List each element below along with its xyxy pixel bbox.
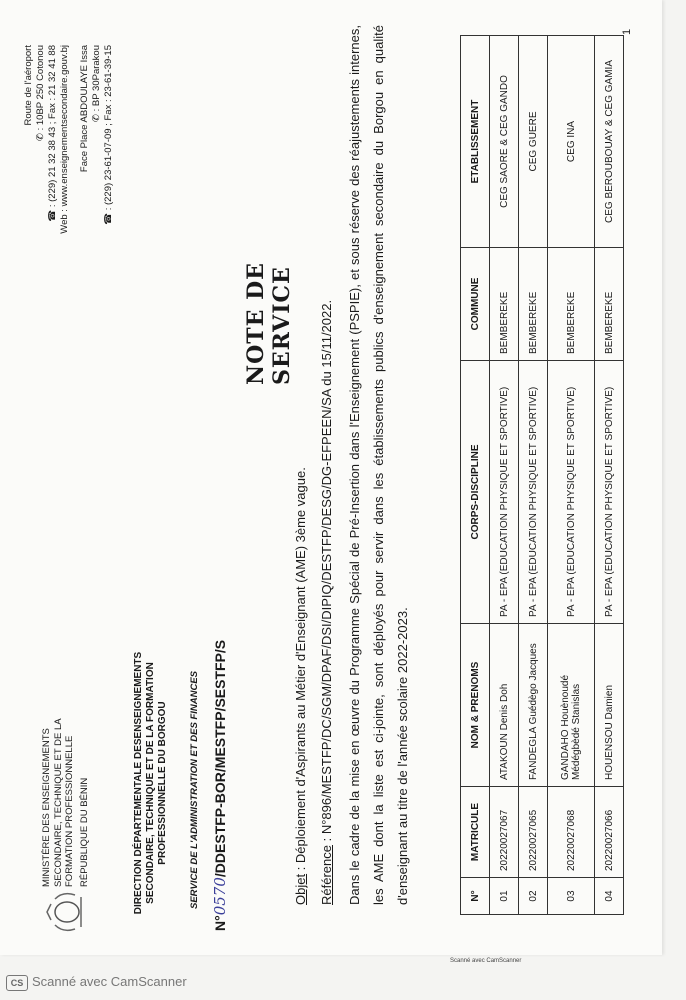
table-cell: 03 (548, 878, 595, 915)
page-number: 1 (621, 28, 633, 35)
table-cell: PA - EPA (EDUCATION PHYSIQUE ET SPORTIVE) (548, 361, 595, 624)
scanner-watermark-small: Scanné avec CamScanner (450, 958, 522, 964)
body-paragraph: Dans le cadre de la mise en œuvre du Programme Spécial de Pré-Insertion dans l'Enseignement (PSPIE), et sous réserve des réajustements internes, les AME dont la liste est ci-jointe, sont déployés pour servir dans les établissements publics d'enseignement secondaire du Borgou en qualité d'enseignant au titre de l'année scolaire 2022-2023. (347, 25, 410, 905)
table-cell: CEG INA (548, 36, 595, 248)
handwritten-number: 0570 (211, 877, 229, 916)
table-cell: ATAKOUN Denis Doh (490, 624, 519, 787)
number-prefix: N° (212, 915, 228, 931)
address-block (23, 45, 115, 345)
table-row (548, 36, 595, 915)
column-header: N° (461, 878, 490, 915)
table-row (490, 36, 519, 915)
coat-of-arms-icon (45, 889, 85, 935)
column-header: CORPS-DISCIPLINE (461, 361, 490, 624)
direction-line: DIRECTION DÉPARTEMENTALE DESENSEIGNEMENTS (133, 651, 144, 915)
ministry-line: FORMATION PROFESSIONNELLE (64, 735, 75, 887)
table-cell: BEMBEREKE (519, 248, 548, 361)
column-header: ETABLISSEMENT (461, 36, 490, 248)
column-header: NOM & PRENOMS (461, 624, 490, 787)
table-cell: HOUENSOU Damien (595, 624, 624, 787)
table-cell: BEMBEREKE (548, 248, 595, 361)
table-cell: PA - EPA (EDUCATION PHYSIQUE ET SPORTIVE) (490, 361, 519, 624)
address-line: Web : www.enseignementsecondaire.gouv.bj (59, 45, 70, 234)
direction-block (133, 633, 169, 933)
column-header: COMMUNE (461, 248, 490, 361)
table-cell: CEG BEROUBOUAY & CEG GAMIA (595, 36, 624, 248)
direction-line: PROFESSIONNELLE DU BORGOU (157, 701, 168, 865)
objet-label: Objet (293, 873, 308, 905)
objet-text: : Déploiement d'Aspirants au Métier d'Enseignant (AME) 3ème vague. (293, 467, 308, 874)
table-cell: 20220027068 (548, 787, 595, 878)
reference-label: Référence (319, 845, 334, 905)
deployment-table (460, 35, 624, 915)
table-header-row (461, 36, 490, 915)
address-line: ✆ : 10BP 250 Cotonou (35, 45, 46, 141)
reference-line (319, 45, 334, 905)
number-suffix: /DDESTFP-BOR/MESTFP/SESTFP/S (212, 639, 228, 878)
table-row (595, 36, 624, 915)
reference-text: : N°896/MESTFP/DC/SGM/DPAF/DSI/DIPIQ/DESTFP/DESG/DG-EFPEEN/SA du 15/11/2022. (319, 299, 334, 846)
table-cell: BEMBEREKE (490, 248, 519, 361)
rotated-document (5, 5, 645, 945)
address-line: Route de l'aéroport (23, 45, 34, 126)
republic-label: RÉPUBLIQUE DU BÉNIN (78, 777, 90, 887)
camscanner-logo-icon: CS (6, 975, 28, 991)
document-title: NOTE DE SERVICE (243, 262, 295, 385)
address-line: ☎ : (229) 23-61-07-09 ; Fax : 23-61-39-15 (103, 45, 114, 225)
table-row (519, 36, 548, 915)
table-cell: 20220027067 (490, 787, 519, 878)
address-line: ☎ : (229) 21 32 38 43 ; Fax : 21 32 41 88 (47, 45, 58, 222)
table-cell: CEG SAORE & CEG GANDO (490, 36, 519, 248)
table-cell: PA - EPA (EDUCATION PHYSIQUE ET SPORTIVE) (595, 361, 624, 624)
address-line: Face Place ABDOULAYE Issa (79, 45, 90, 173)
table-cell: PA - EPA (EDUCATION PHYSIQUE ET SPORTIVE) (519, 361, 548, 624)
column-header: MATRICULE (461, 787, 490, 878)
table-cell: 01 (490, 878, 519, 915)
table-cell: 20220027066 (595, 787, 624, 878)
table-cell: FANDEGLA Guédègo Jacques (519, 624, 548, 787)
scanner-watermark: Scanné avec CamScanner (32, 974, 187, 989)
ministry-line: MINISTÈRE DES ENSEIGNEMENTS (41, 728, 52, 887)
table-cell: BEMBEREKE (595, 248, 624, 361)
table-cell: 04 (595, 878, 624, 915)
ministry-block (41, 627, 90, 887)
address-line: ✆ : BP 30Parakou (91, 45, 102, 122)
table-cell: 02 (519, 878, 548, 915)
ministry-line: SECONDAIRE, TECHNIQUE ET DE LA (52, 718, 64, 887)
objet-line (293, 45, 308, 905)
direction-line: SECONDAIRE, TECHNIQUE ET DE LA FORMATION (145, 662, 156, 904)
table-cell: CEG GUERE (519, 36, 548, 248)
service-label: SERVICE DE L'ADMINISTRATION ET DES FINANCES (189, 670, 200, 909)
document-number (211, 511, 229, 931)
table-cell: 20220027065 (519, 787, 548, 878)
table-cell: GANDAHO Houènoudé Médégbèdé Stanislas (548, 624, 595, 787)
